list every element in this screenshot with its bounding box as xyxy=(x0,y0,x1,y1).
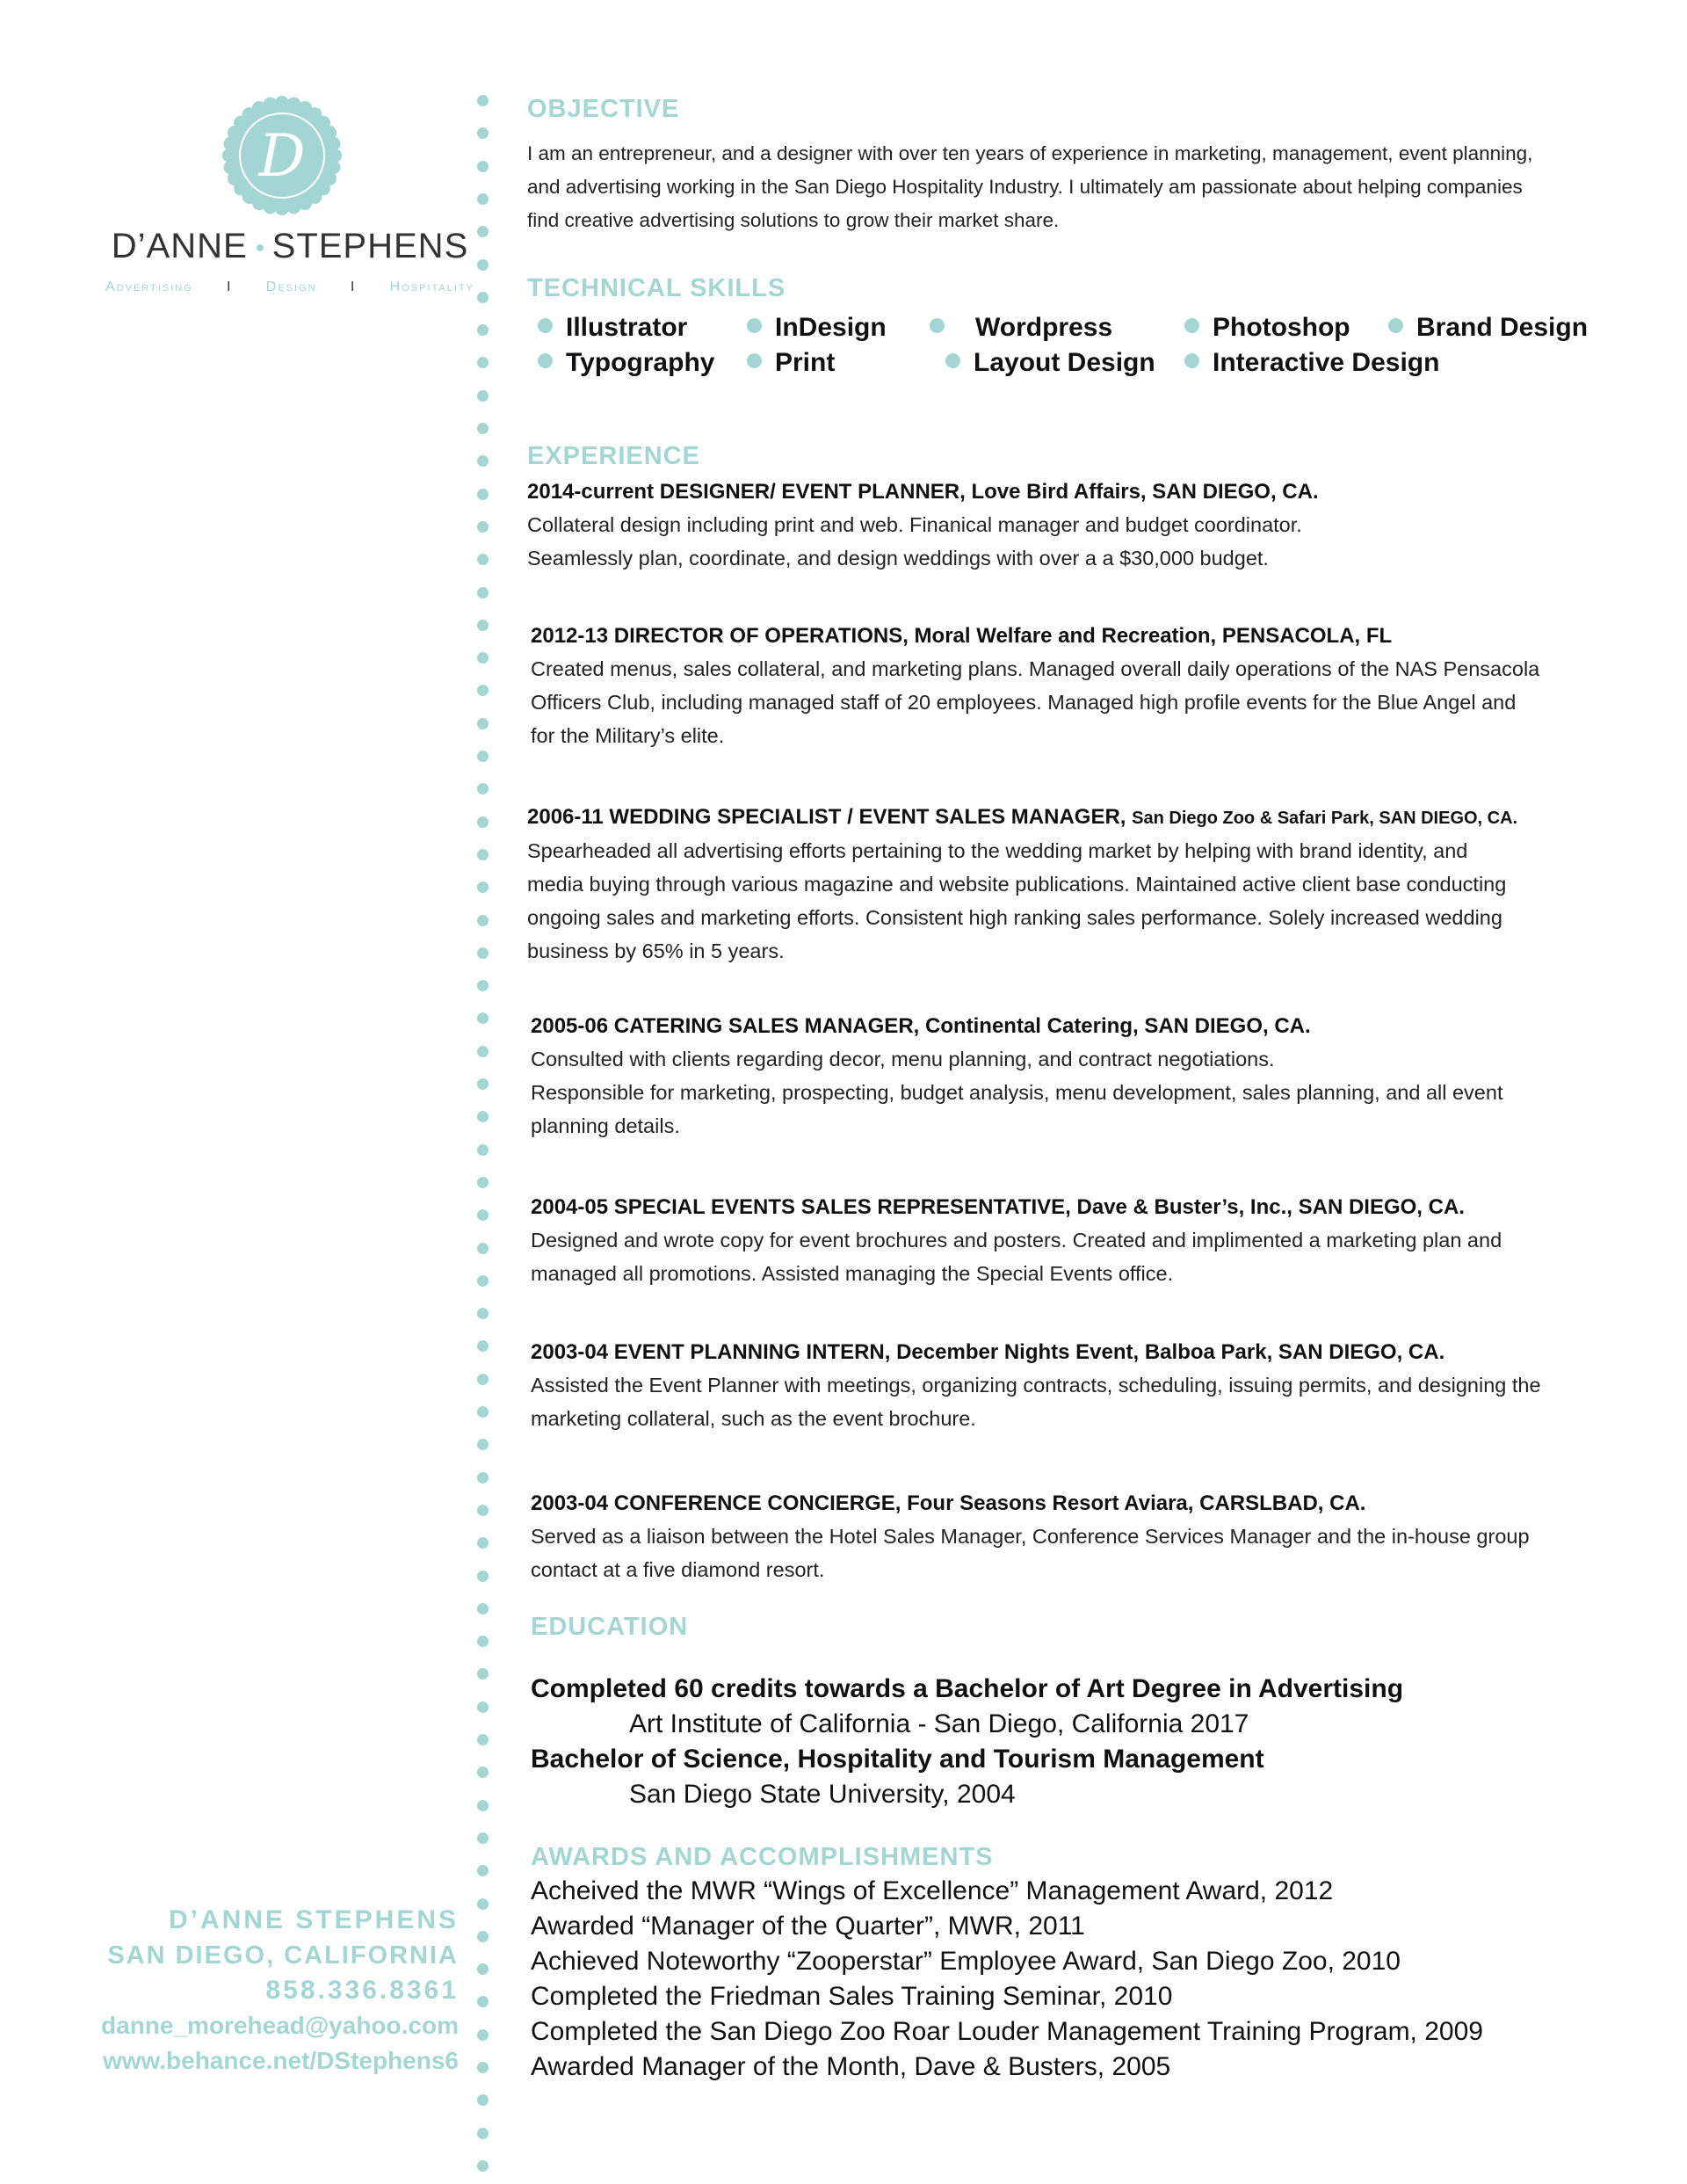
job-heading: 2003-04 EVENT PLANNING INTERN, December Nights Event, Balboa Park, SAN DIEGO, CA. xyxy=(531,1340,1445,1364)
divider-dot xyxy=(477,423,489,434)
bullet-dot xyxy=(747,318,762,333)
divider-dot xyxy=(477,1767,489,1778)
bullet-dot xyxy=(538,353,553,368)
divider-dot xyxy=(477,816,489,828)
divider-dot xyxy=(477,685,489,696)
divider-dot xyxy=(477,1996,489,2007)
divider-dot xyxy=(477,2160,489,2172)
objective-line: and advertising working in the San Diego Hospitality Industry. I ultimately am passionate about helping companies xyxy=(527,176,1523,198)
monogram-logo xyxy=(221,95,343,216)
contact-name: D’ANNE STEPHENS xyxy=(168,1905,459,1934)
skill-item: Interactive Design xyxy=(1213,348,1439,378)
contact-website[interactable]: www.behance.net/DStephens6 xyxy=(102,2047,459,2074)
job-line: planning details. xyxy=(531,1114,680,1137)
contact-block xyxy=(101,1903,459,2079)
award-item: Completed the Friedman Sales Training Seminar, 2010 xyxy=(531,1982,1173,2011)
objective-text xyxy=(527,137,1590,237)
awards-heading: AWARDS AND ACCOMPLISHMENTS xyxy=(531,1843,994,1871)
job-line: marketing collateral, such as the event brochure. xyxy=(531,1407,976,1430)
divider-dot xyxy=(477,489,489,500)
tagline-design: Design xyxy=(265,279,317,294)
contact-location: SAN DIEGO, CALIFORNIA xyxy=(107,1941,459,1970)
bullet-dot xyxy=(747,353,762,368)
school: Art Institute of California - San Diego, California 2017 xyxy=(629,1709,1249,1738)
divider-dot xyxy=(477,1931,489,1942)
job-description xyxy=(531,1368,1594,1435)
job-line: Assisted the Event Planner with meetings, organizing contracts, scheduling, issuing permits, and designing the xyxy=(531,1374,1541,1397)
divider-dot xyxy=(477,1701,489,1713)
divider-dot xyxy=(477,2029,489,2041)
degree: Bachelor of Science, Hospitality and Tourism Management xyxy=(531,1745,1264,1774)
divider-dot xyxy=(477,587,489,599)
skill-item: Layout Design xyxy=(974,348,1155,378)
skill-item: Wordpress xyxy=(975,313,1112,343)
divider-dot xyxy=(477,849,489,860)
award-item: Acheived the MWR “Wings of Excellence” Management Award, 2012 xyxy=(531,1876,1334,1905)
job-line: contact at a five diamond resort. xyxy=(531,1558,825,1581)
divider-dot xyxy=(477,1111,489,1122)
logo-wordmark xyxy=(105,227,474,266)
job-description xyxy=(527,508,1590,575)
divider-dot xyxy=(477,357,489,368)
logo-dot xyxy=(257,244,264,251)
job-line: Created menus, sales collateral, and marketing plans. Managed overall daily operations of the NAS Pensacola xyxy=(531,657,1540,680)
divider-dot xyxy=(477,882,489,893)
divider-dot xyxy=(477,95,489,106)
divider-dot xyxy=(477,193,489,205)
divider-dot xyxy=(477,1243,489,1254)
skill-item: Typography xyxy=(566,348,714,378)
divider-dot xyxy=(477,1406,489,1418)
job-line: media buying through various magazine and website publications. Maintained active client base conducting xyxy=(527,873,1507,896)
divider-dot xyxy=(477,226,489,237)
job-line: Served as a liaison between the Hotel Sales Manager, Conference Services Manager and the in-house group xyxy=(531,1525,1530,1548)
divider-dot xyxy=(477,1275,489,1287)
divider-dot xyxy=(477,554,489,565)
education-list xyxy=(531,1672,1403,1812)
divider-dot xyxy=(477,1800,489,1811)
divider-dot xyxy=(477,1603,489,1614)
job-line: Seamlessly plan, coordinate, and design weddings with over a a $30,000 budget. xyxy=(527,547,1269,570)
award-item: Awarded Manager of the Month, Dave & Busters, 2005 xyxy=(531,2052,1171,2081)
divider-dot xyxy=(477,1308,489,1319)
objective-line: find creative advertising solutions to grow their market share. xyxy=(527,209,1060,231)
divider-dot xyxy=(477,521,489,533)
divider-dot xyxy=(477,620,489,631)
divider-dot xyxy=(477,1046,489,1057)
logo-last-name: STEPHENS xyxy=(272,227,469,265)
skill-item: Brand Design xyxy=(1416,313,1588,343)
divider-dot xyxy=(477,1012,489,1024)
divider-dot xyxy=(477,947,489,959)
tagline-separator: I xyxy=(227,279,233,294)
school: San Diego State University, 2004 xyxy=(629,1780,1016,1809)
divider-dot xyxy=(477,390,489,402)
divider-dot xyxy=(477,161,489,172)
tagline-separator: I xyxy=(350,279,357,294)
job-line: business by 65% in 5 years. xyxy=(527,940,785,962)
divider-dot xyxy=(477,2094,489,2106)
job-line: Spearheaded all advertising efforts pertaining to the wedding market by helping with brand identity, and xyxy=(527,839,1468,862)
degree: Completed 60 credits towards a Bachelor of Art Degree in Advertising xyxy=(531,1674,1404,1703)
objective-line: I am an entrepreneur, and a designer with over ten years of experience in marketing, management, event planning, xyxy=(527,142,1533,164)
skill-item: InDesign xyxy=(775,313,887,343)
divider-dot xyxy=(477,259,489,271)
job-description xyxy=(531,1223,1594,1290)
skills-grid xyxy=(532,308,1596,387)
divider-dot xyxy=(477,1209,489,1221)
divider-dot xyxy=(477,1734,489,1745)
job-line: ongoing sales and marketing efforts. Consistent high ranking sales performance. Solely increased wedding xyxy=(527,906,1502,929)
divider-dot xyxy=(477,1963,489,1975)
divider-dot xyxy=(477,980,489,991)
job-description xyxy=(531,652,1594,752)
divider-dot xyxy=(477,1078,489,1090)
divider-dot xyxy=(477,718,489,729)
bullet-dot xyxy=(1184,318,1199,333)
job-heading: 2003-04 CONFERENCE CONCIERGE, Four Seasons Resort Aviara, CARSLBAD, CA. xyxy=(531,1491,1366,1515)
job-line: managed all promotions. Assisted managing the Special Events office. xyxy=(531,1262,1174,1285)
bullet-dot xyxy=(945,353,960,368)
divider-dot xyxy=(477,783,489,795)
award-item: Awarded “Manager of the Quarter”, MWR, 2011 xyxy=(531,1912,1085,1941)
divider-dot xyxy=(477,1668,489,1680)
divider-dot xyxy=(477,1505,489,1516)
divider-dot xyxy=(477,127,489,139)
skill-item: Illustrator xyxy=(566,313,687,343)
bullet-dot xyxy=(930,318,945,333)
divider-dot xyxy=(477,1832,489,1844)
skill-item: Photoshop xyxy=(1213,313,1350,343)
job-description xyxy=(527,834,1590,968)
divider-dot xyxy=(477,1571,489,1582)
job-line: for the Military’s elite. xyxy=(531,724,725,747)
education-heading: EDUCATION xyxy=(531,1613,689,1641)
job-line: Responsible for marketing, prospecting, budget analysis, menu development, sales planning, and all event xyxy=(531,1081,1503,1104)
tagline-hospitality: Hospitality xyxy=(389,279,474,294)
divider-dot xyxy=(477,1439,489,1450)
divider-dot xyxy=(477,1144,489,1156)
job-line: Officers Club, including managed staff of 20 employees. Managed high profile events for the Blue Angel and xyxy=(531,691,1517,714)
job-heading: 2006-11 WEDDING SPECIALIST / EVENT SALES MANAGER, San Diego Zoo & Safari Park, SAN DIEGO, CA. xyxy=(527,805,1518,829)
contact-phone: 858.336.8361 xyxy=(265,1976,459,2005)
logo-first-name: D’ANNE xyxy=(111,227,248,265)
divider-dot xyxy=(477,1898,489,1910)
divider-dot xyxy=(477,1177,489,1188)
tagline-advertising: Advertising xyxy=(105,279,193,294)
skill-item: Print xyxy=(775,348,835,378)
divider-dot xyxy=(477,1537,489,1549)
divider-dot xyxy=(477,1865,489,1876)
divider-dot xyxy=(477,2062,489,2073)
divider-dot xyxy=(477,2128,489,2139)
job-heading: 2012-13 DIRECTOR OF OPERATIONS, Moral Welfare and Recreation, PENSACOLA, FL xyxy=(531,624,1393,648)
job-heading: 2014-current DESIGNER/ EVENT PLANNER, Love Bird Affairs, SAN DIEGO, CA. xyxy=(527,480,1319,504)
awards-list xyxy=(531,1874,1483,2085)
job-line: Collateral design including print and web. Finanical manager and budget coordinator. xyxy=(527,513,1302,536)
bullet-dot xyxy=(1388,318,1403,333)
divider-dot xyxy=(477,915,489,926)
divider-dot xyxy=(477,292,489,303)
bullet-dot xyxy=(538,318,553,333)
divider-dot xyxy=(477,324,489,336)
divider-dot xyxy=(477,1374,489,1385)
award-item: Completed the San Diego Zoo Roar Louder Management Training Program, 2009 xyxy=(531,2017,1483,2046)
monogram-letter: D xyxy=(258,122,306,190)
job-description xyxy=(531,1520,1594,1586)
divider-dot xyxy=(477,1472,489,1484)
experience-heading: EXPERIENCE xyxy=(527,442,700,470)
job-line: Designed and wrote copy for event brochures and posters. Created and implimented a marketing plan and xyxy=(531,1229,1502,1252)
job-heading: 2004-05 SPECIAL EVENTS SALES REPRESENTATIVE, Dave & Buster’s, Inc., SAN DIEGO, CA. xyxy=(531,1195,1465,1219)
skills-heading: TECHNICAL SKILLS xyxy=(527,274,786,302)
logo-tagline xyxy=(105,279,474,295)
job-heading: 2005-06 CATERING SALES MANAGER, Continental Catering, SAN DIEGO, CA. xyxy=(531,1014,1311,1038)
job-description xyxy=(531,1042,1594,1143)
divider-dot xyxy=(477,751,489,762)
divider-dot xyxy=(477,1636,489,1647)
award-item: Achieved Noteworthy “Zooperstar” Employee Award, San Diego Zoo, 2010 xyxy=(531,1947,1401,1976)
divider-dot xyxy=(477,455,489,467)
divider-dot xyxy=(477,1340,489,1352)
contact-email[interactable]: danne_morehead@yahoo.com xyxy=(101,2012,459,2039)
bullet-dot xyxy=(1184,353,1199,368)
job-line: Consulted with clients regarding decor, menu planning, and contract negotiations. xyxy=(531,1048,1275,1070)
divider-dot xyxy=(477,652,489,664)
objective-heading: OBJECTIVE xyxy=(527,95,680,123)
